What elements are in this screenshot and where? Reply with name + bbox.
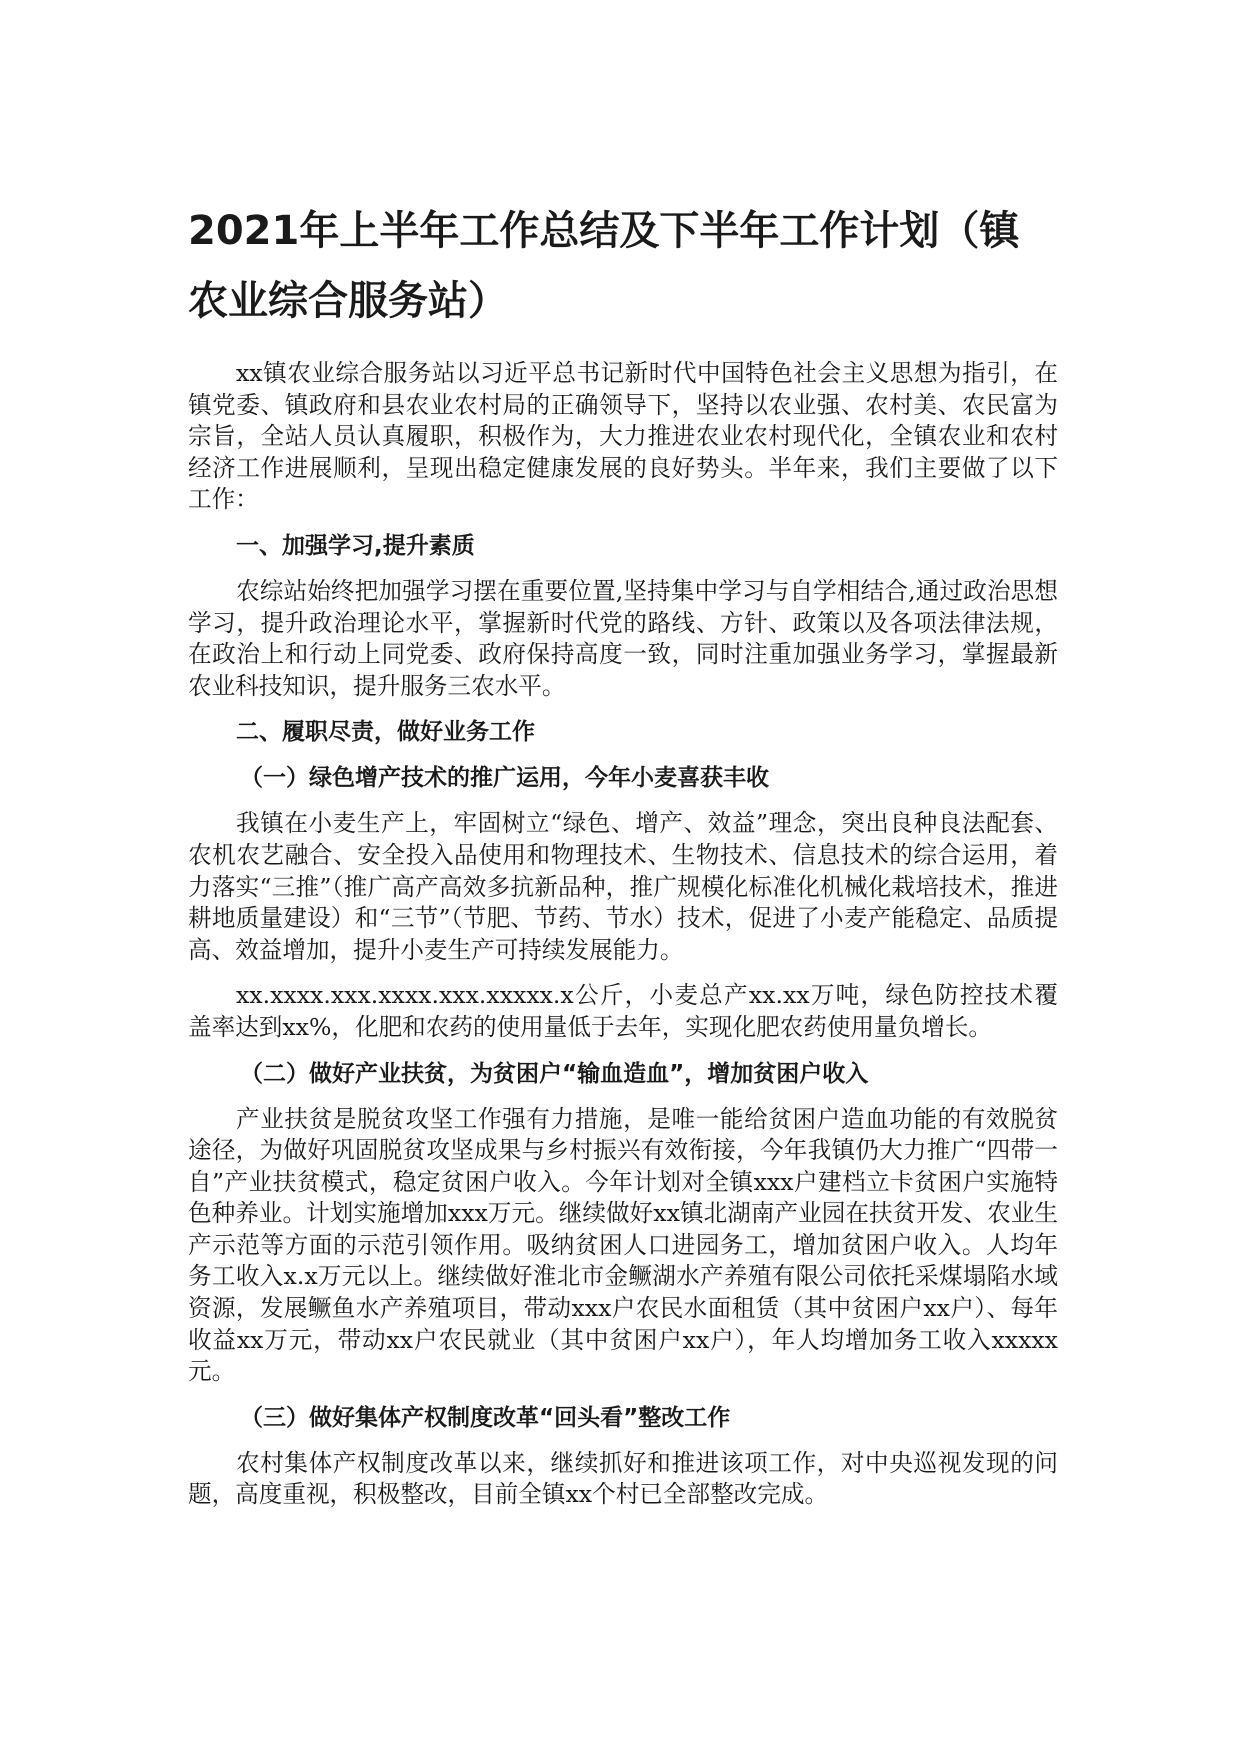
property-reform-paragraph: 农村集体产权制度改革以来，继续抓好和推进该项工作，对中央巡视发现的问题，高度重视，积极整改，目前全镇xx个村已全部整改完成。 — [188, 1448, 1058, 1509]
study-paragraph: 农综站始终把加强学习摆在重要位置,坚持集中学习与自学相结合,通过政治思想学习，提升政治理论水平，掌握新时代党的路线、方针、政策以及各项法律法规，在政治上和行动上同党委、政府保持高度一致，同时注重加强业务学习，掌握最新农业科技知识，提升服务三农水平。 — [188, 576, 1058, 700]
subsection-heading-property-reform: （三）做好集体产权制度改革“回头看”整改工作 — [240, 1404, 731, 1431]
section-heading-study: 一、加强学习,提升素质 — [236, 532, 475, 559]
subsection-heading-green-tech: （一）绿色增产技术的推广运用，今年小麦喜获丰收 — [240, 765, 769, 792]
wheat-output-paragraph: xx.xxxx.xxx.xxxx.xxx.xxxxx.x公斤，小麦总产xx.xx万吨，绿色防控技术覆盖率达到xx%，化肥和农药的使用量低于去年，实现化肥农药使用量负增长。 — [188, 981, 1058, 1041]
document-title: 2021年上半年工作总结及下半年工作计划（镇农业综合服务站） — [188, 208, 1020, 324]
intro-paragraph: xx镇农业综合服务站以习近平总书记新时代中国特色社会主义思想为指引，在镇党委、镇政府和县农业农村局的正确领导下，坚持以农业强、农村美、农民富为宗旨，全站人员认真履职，积极作为，大力推进农业农村现代化，全镇农业和农村经济工作进展顺利，呈现出稳定健康发展的良好势头。半年来，我们主要做了以下工作： — [188, 359, 1058, 514]
document-body — [188, 196, 1058, 1525]
poverty-paragraph: 产业扶贫是脱贫攻坚工作强有力措施，是唯一能给贫困户造血功能的有效脱贫途径，为做好巩固脱贫攻坚成果与乡村振兴有效衔接，今年我镇仍大力推广“四带一自”产业扶贫模式，稳定贫困户收入。今年计划对全镇xxx户建档立卡贫困户实施特色种养业。计划实施增加xxx万元。继续做好xx镇北湖南产业园在扶贫开发、农业生产示范等方面的示范引领作用。吸纳贫困人口进园务工，增加贫困户收入。人均年务工收入x.x万元以上。继续做好淮北市金鳜湖水产养殖有限公司依托采煤塌陷水域资源，发展鳜鱼水产养殖项目，带动xxx户农民水面租赁（其中贫困户xx户）、每年收益xx万元，带动xx户农民就业（其中贫困户xx户），年人均增加务工收入xxxxx元。 — [188, 1104, 1058, 1386]
green-tech-paragraph: 我镇在小麦生产上，牢固树立“绿色、增产、效益”理念，突出良种良法配套、农机农艺融合、安全投入品使用和物理技术、生物技术、信息技术的综合运用，着力落实“三推”（推广高产高效多抗新品种，推广规模化标准化机械化栽培技术，推进耕地质量建设）和“三节”（节肥、节药、节水）技术，促进了小麦产能稳定、品质提高、效益增加，提升小麦生产可持续发展能力。 — [188, 809, 1058, 964]
subsection-heading-poverty: （二）做好产业扶贫，为贫困户“输血造血”，增加贫困户收入 — [240, 1060, 869, 1087]
section-heading-duties: 二、履职尽责，做好业务工作 — [236, 719, 535, 746]
